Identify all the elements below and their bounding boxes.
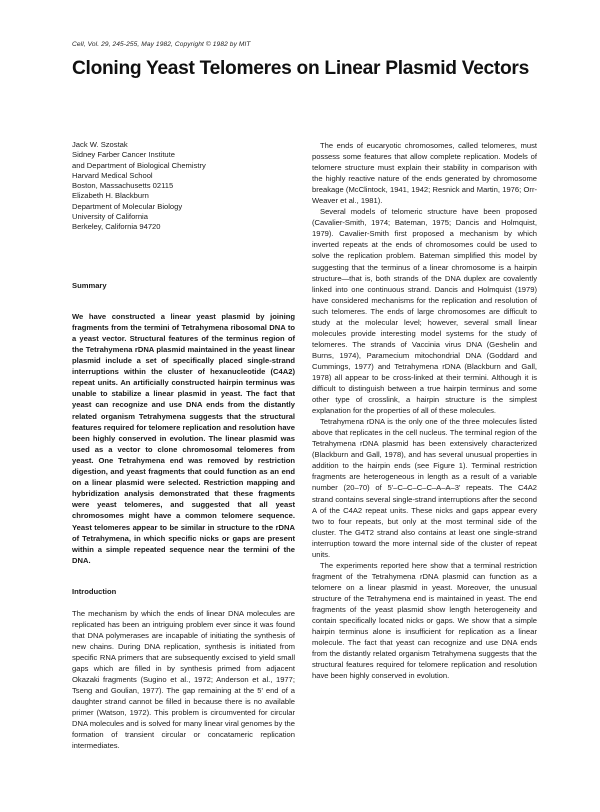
author-1-affiliation-line: Boston, Massachusetts 02115 — [72, 181, 174, 191]
journal-citation: Cell, Vol. 29, 245-255, May 1982, Copyright © 1982 by MIT — [72, 41, 251, 48]
article-title: Cloning Yeast Telomeres on Linear Plasmid Vectors — [72, 58, 529, 79]
author-1-affiliation-line: Sidney Farber Cancer Institute — [72, 150, 175, 160]
summary-text: We have constructed a linear yeast plasmid by joining fragments from the termini of Tetrahymena ribosomal DNA to a yeast vector. Structural features of the terminus region of the Tetrahymena rDNA plasmid maintained in the yeast linear plasmid include a set of specifically placed single-strand interruptions within the cluster of hexanucleotide (C4A2) repeat units. An artificially constructed hairpin terminus was unable to stabilize a linear plasmid in yeast. The fact that yeast can recognize and use DNA ends from the distantly related organism Tetrahymena suggests that the structural features required for telomere replication and resolution have been highly conserved in evolution. The linear plasmid was used as a vector to clone chromosomal telomeres from yeast. One Tetrahymena end was removed by restriction digestion, and yeast fragments that could function as an end on a linear plasmid were selected. Restriction mapping and hybridization analysis demonstrated that these fragments were yeast telomeres, and suggested that all yeast chromosomes might have a common telomere sequence. Yeast telomeres appear to be similar in structure to the rDNA of Tetrahymena, in which specific nicks or gaps are present within a simple repeated sequence near the termini of the DNA. — [72, 311, 295, 565]
body-paragraph-3: Tetrahymena rDNA is the only one of the three molecules listed above that replicates in the cell nucleus. The terminal region of the Tetrahymena rDNA plasmid has been extensively characterized (Blackburn and Gall, 1978), and has several unusual properties in addition to the hairpin ends (see Figure 1). Terminal restriction fragments are heterogeneous in length as a result of a variable number (20–70) of 5'–C–C–C–C–A–A–3' repeats. The C4A2 strand contains several single-strand interruptions after the second A of the C4A2 repeat units. These nicks and gaps appear every two to four repeats, but only at the most terminal side of the cluster. The G4T2 strand also contains at least one single-strand interruption toward the more internal side of the cluster of repeat units. — [312, 417, 537, 559]
author-1-affiliation-line: Harvard Medical School — [72, 170, 153, 180]
introduction-heading: Introduction — [72, 586, 117, 596]
author-2-affiliation-line: Berkeley, California 94720 — [72, 222, 161, 232]
author-1-affiliation-line: and Department of Biological Chemistry — [72, 160, 206, 170]
body-paragraph-4: The experiments reported here show that a terminal restriction fragment of the Tetrahymena rDNA plasmid can function as a telomere on a linear plasmid in yeast. Moreover, the unusual structure of the Tetrahymena end is maintained in yeast. The end fragments of the yeast plasmid show length heterogeneity and contain specifically located nicks or gaps. We show that a simple hairpin terminus alone is insufficient for replication as a linear molecule. The fact that yeast can recognize and use DNA ends from the distantly related organism Tetrahymena suggests that the structural features required for telomere replication and resolution have been highly conserved in evolution. — [312, 560, 537, 681]
body-paragraph-2: Several models of telomeric structure have been proposed (Cavalier-Smith, 1974; Bateman, 1975; Dancis and Holmquist, 1979). Cavalier-Smith first proposed a mechanism by which inverted repeats at the ends of chromosomes could be used to solve the replication problem. Bateman simplified this model by suggesting that the terminus of a linear chromosome is a hairpin structure—that is, both strands of the DNA duplex are covalently linked into one continuous strand. Dancis and Holmquist (1979) have considered mechanisms for the replication and resolution of such telomeres. The ends of large chromosomes are difficult to study at the molecular level; however, several small linear molecules provide interesting model systems for the study of telomeres. The strands of Vaccinia virus DNA (Geshelin and Burns, 1974), Paramecium mitochondrial DNA (Goddard and Cummings, 1977) and Tetrahymena rDNA (Blackburn and Gall, 1978) all appear to be cross-linked at their termini. Although it is difficult to distinguish between a true hairpin terminus and some other type of crosslink, a hairpin structure is the simplest explanation for the properties of all of these molecules. — [312, 207, 537, 416]
affiliation-block — [72, 140, 295, 233]
summary-heading: Summary — [72, 280, 107, 290]
author-1-name: Jack W. Szostak — [72, 140, 128, 149]
right-column — [312, 140, 537, 681]
author-2-name: Elizabeth H. Blackburn — [72, 191, 149, 201]
author-2-affiliation-line: University of California — [72, 212, 148, 222]
body-paragraph-1: The ends of eucaryotic chromosomes, called telomeres, must possess some features that allow complete replication. Models of telomere structure must explain their stability in comparison with the highly reactive nature of the ends generated by chromosome breakage (McClintock, 1941, 1942; Resnick and Martin, 1976; Orr-Weaver et al., 1981). — [312, 141, 537, 206]
introduction-paragraph-1: The mechanism by which the ends of linear DNA molecules are replicated has been an intriguing problem ever since it was found that DNA polymerases are incapable of initiating the synthesis of new chains. During DNA replication, synthesis is initiated from specific RNA primers that are subsequently excised to yield small gaps which are filled in by synthesis primed from adjacent Okazaki fragments (Sugino et al., 1972; Anderson et al., 1977; Tseng and Goulian, 1977). The gap remaining at the 5' end of a daughter strand cannot be filled in because there is no available primer (Watson, 1972). This problem is circumvented for circular DNA molecules and is solved for many linear viral genomes by the formation of transient circular or concatameric replication intermediates. — [72, 608, 295, 751]
author-2-affiliation-line: Department of Molecular Biology — [72, 201, 183, 211]
left-column — [72, 140, 295, 752]
